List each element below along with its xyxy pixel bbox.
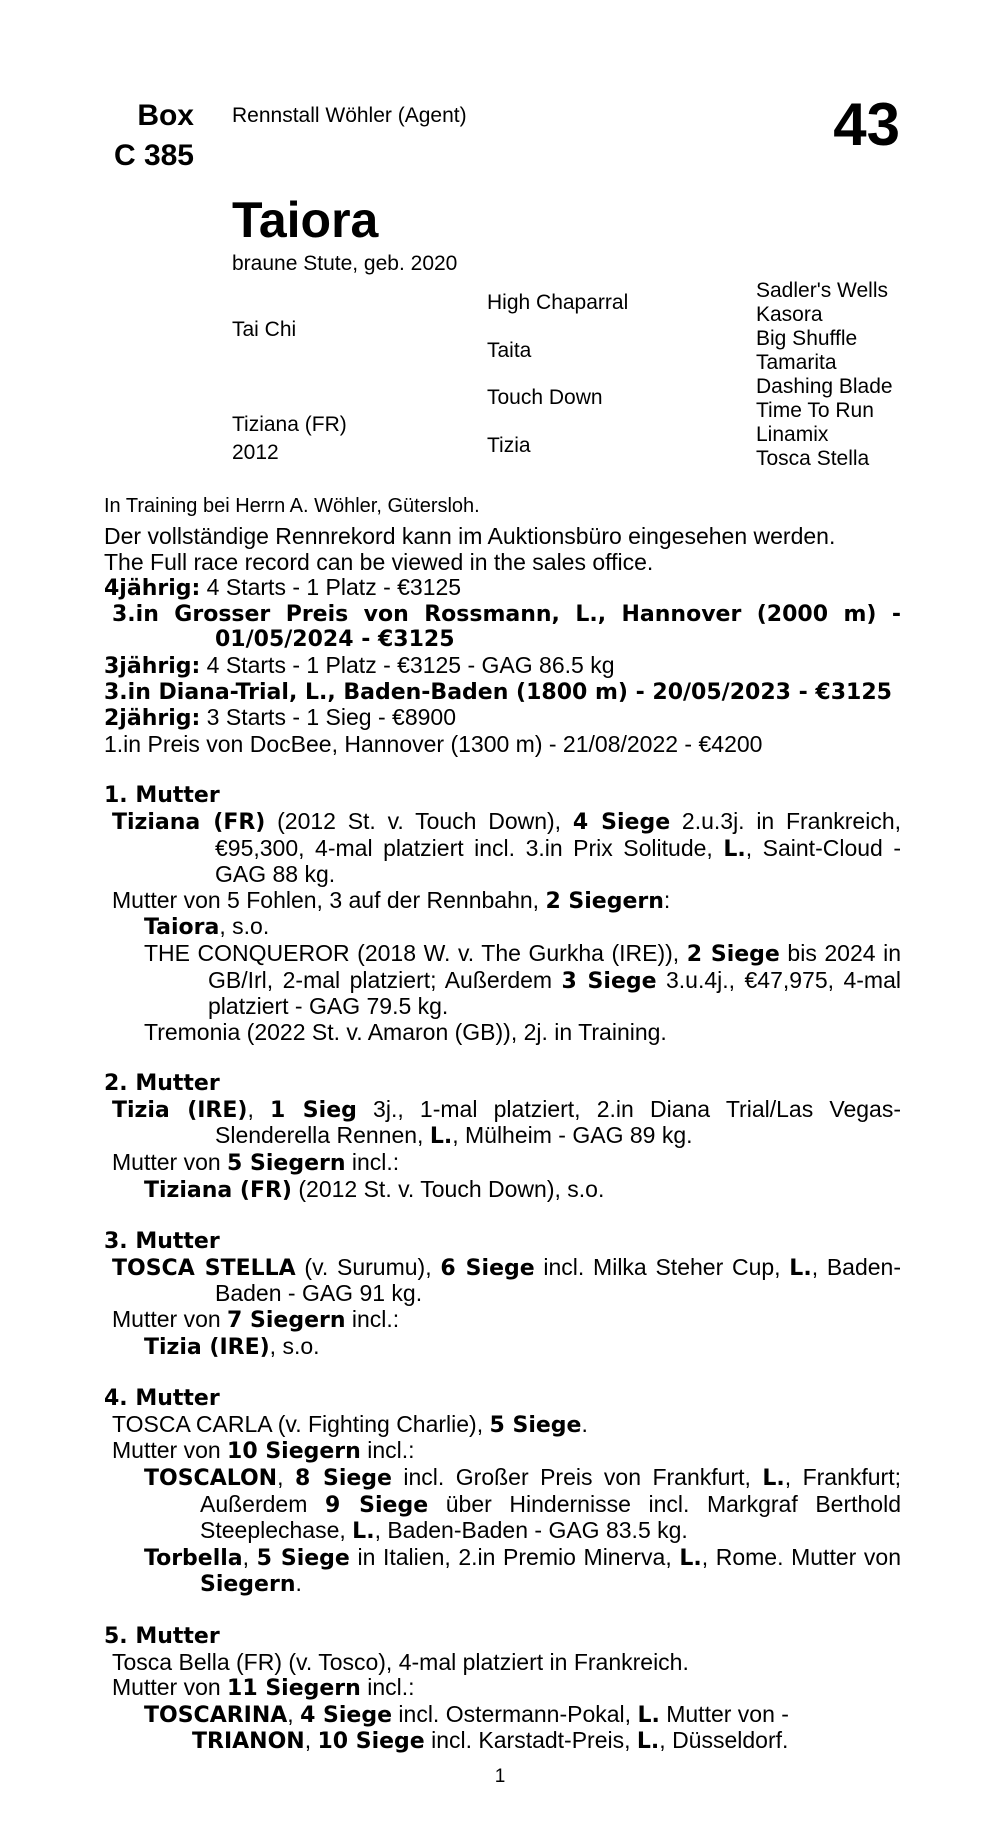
pedigree-great-grandparent: Kasora	[756, 303, 823, 326]
dam3-heading: 3. Mutter	[104, 1229, 220, 1255]
foal-text: , Frankfurt; Außerdem	[200, 1464, 901, 1517]
dam2-heading: 2. Mutter	[104, 1071, 220, 1097]
age2-record	[104, 705, 901, 732]
dam3-entry	[104, 1255, 901, 1307]
foal-name: TRIANON	[192, 1729, 305, 1755]
dam1-text: , Saint-Cloud - GAG 88 kg.	[215, 834, 902, 888]
foal-wins: 8 Siege	[294, 1466, 392, 1491]
dam3-produce-text: Mutter von	[112, 1306, 228, 1333]
dam4-entry	[104, 1412, 901, 1439]
pedigree-dam: Tiziana (FR)	[232, 413, 347, 436]
dam1-produce-text: Mutter von 5 Fohlen, 3 auf der Rennbahn,	[112, 886, 546, 913]
pedigree-great-grandparent: Tosca Stella	[756, 447, 870, 470]
age3-label: 3jährig:	[104, 653, 201, 679]
foal-winners: Siegern	[200, 1572, 296, 1598]
dam5-produce-text: incl.:	[360, 1674, 415, 1701]
foal-name: Torbella	[144, 1545, 243, 1571]
pedigree-dam-year: 2012	[232, 441, 279, 464]
age4-record	[104, 575, 901, 602]
age2-summary: 3 Starts - 1 Sieg - €8900	[200, 704, 456, 731]
dam5-produce-winners: 11 Siegern	[227, 1676, 361, 1702]
foal-text: bis 2024 in GB/Irl, 2-mal platziert; Außerdem	[208, 939, 902, 993]
age2-win: 1.in Preis von DocBee, Hannover (1300 m) - 21/08/2022 - €4200	[104, 730, 763, 757]
box-label: Box	[137, 99, 194, 132]
foal-text: incl. Karstadt-Preis,	[424, 1727, 637, 1754]
foal-wins: 10 Siege	[317, 1729, 425, 1755]
dam5-entry: Tosca Bella (FR) (v. Tosco), 4-mal platziert in Frankreich.	[112, 1648, 689, 1675]
dam1-produce-winners: 2 Siegern	[545, 888, 664, 914]
foal-text: über Hindernisse incl. Markgraf Berthold Steeplechase,	[200, 1490, 901, 1544]
age4-place: 3.in Grosser Preis von Rossmann, L., Hannover (2000 m) - 01/05/2024 - €3125	[112, 601, 901, 653]
dam5-foal-1	[104, 1702, 901, 1729]
foal-name: TOSCALON	[144, 1466, 278, 1491]
dam3-name: TOSCA STELLA	[112, 1255, 296, 1281]
dam4-produce-text: Mutter von	[112, 1437, 228, 1464]
dam4-produce	[104, 1438, 901, 1465]
dam1-text: 2.u.3j. in Frankreich, €95,300, 4-mal platziert incl. 3.in Prix Solitude,	[215, 807, 902, 861]
dam1-foal-2	[104, 941, 901, 1020]
race-record-note-en: The Full race record can be viewed in the sales office.	[104, 548, 654, 575]
foal-wins: 9 Siege	[324, 1492, 429, 1518]
dam4-text: TOSCA CARLA (v. Fighting Charlie),	[112, 1410, 490, 1437]
pedigree-sire-dam: Taita	[487, 339, 532, 362]
dam1-name: Tiziana (FR)	[112, 809, 266, 835]
foal-text: , Rome. Mutter von	[701, 1543, 901, 1570]
pedigree-great-grandparent: Time To Run	[756, 399, 874, 422]
pedigree-great-grandparent: Tamarita	[756, 351, 837, 374]
dam2-listed: L.	[429, 1124, 453, 1150]
foal-text: ,	[277, 1464, 295, 1490]
foal-text: , s.o.	[219, 913, 270, 940]
dam1-heading: 1. Mutter	[104, 783, 220, 809]
age2-label: 2jährig:	[104, 706, 201, 732]
foal-text: (2012 St. v. Touch Down), s.o.	[291, 1175, 605, 1202]
dam2-text: 3j., 1-mal platziert, 2.in Diana Trial/Las Vegas-Slenderella Rennen,	[215, 1095, 901, 1149]
foal-text: .	[295, 1570, 302, 1597]
foal-name: Tiziana (FR)	[144, 1177, 292, 1203]
foal-wins: 5 Siege	[256, 1545, 350, 1571]
dam4-foal-1	[104, 1465, 901, 1545]
foal-text: (2018 W. v. The Gurkha (IRE)),	[349, 939, 687, 966]
dam3-produce	[104, 1307, 901, 1334]
foal-name: Tizia (IRE)	[144, 1334, 270, 1360]
dam2-produce-text: Mutter von	[112, 1149, 228, 1176]
dam5-grandfoal-1	[104, 1728, 901, 1755]
foal-name: TOSCARINA	[144, 1702, 288, 1728]
foal-wins: 2 Siege	[686, 941, 780, 967]
dam2-produce-winners: 5 Siegern	[227, 1151, 346, 1177]
foal-text: , Baden-Baden - GAG 83.5 kg.	[374, 1517, 688, 1544]
dam1-produce-text: :	[663, 886, 671, 913]
foal-name: Taiora	[144, 915, 220, 941]
dam3-wins: 6 Siege	[440, 1255, 535, 1281]
pedigree-great-grandparent: Big Shuffle	[756, 327, 858, 350]
age3-record	[104, 653, 901, 680]
dam1-listed: L.	[723, 836, 746, 862]
foal-listed: L.	[679, 1545, 702, 1571]
dam2-wins: 1 Sieg	[270, 1097, 357, 1123]
foal-text: in Italien, 2.in Premio Minerva,	[349, 1543, 680, 1570]
dam3-text: incl. Milka Steher Cup,	[534, 1253, 790, 1280]
foal-name: THE CONQUEROR	[144, 939, 350, 966]
foal-text: , Düsseldorf.	[659, 1727, 789, 1754]
dam3-text: (v. Surumu),	[295, 1253, 441, 1280]
foal-listed: L.	[352, 1519, 375, 1545]
dam3-produce-text: incl.:	[345, 1306, 400, 1333]
pedigree-great-grandparent: Sadler's Wells	[756, 279, 888, 302]
foal-wins: 4 Siege	[300, 1702, 393, 1728]
foal-text: incl. Ostermann-Pokal,	[392, 1700, 638, 1727]
dam1-produce	[104, 888, 901, 915]
dam2-text: , Mülheim - GAG 89 kg.	[452, 1122, 693, 1149]
age4-summary: 4 Starts - 1 Platz - €3125	[200, 574, 462, 601]
age3-place: 3.in Diana-Trial, L., Baden-Baden (1800 m) - 20/05/2023 - €3125	[104, 679, 892, 705]
consignor: Rennstall Wöhler (Agent)	[232, 104, 467, 127]
pedigree-great-grandparent: Dashing Blade	[756, 375, 893, 398]
race-record-note-de: Der vollständige Rennrekord kann im Auktionsbüro eingesehen werden.	[104, 523, 836, 549]
dam2-produce-text: incl.:	[345, 1149, 400, 1176]
page-number: 1	[494, 1766, 506, 1787]
dam1-entry	[104, 809, 901, 888]
dam3-listed: L.	[789, 1255, 812, 1281]
dam2-foal-1	[104, 1177, 901, 1204]
pedigree-dam-dam: Tizia	[487, 434, 531, 457]
foal-text: , s.o.	[269, 1332, 320, 1359]
foal-text: incl. Großer Preis von Frankfurt,	[391, 1464, 763, 1490]
dam2-produce	[104, 1150, 901, 1177]
box-number: C 385	[113, 139, 194, 172]
training-note: In Training bei Herrn A. Wöhler, Gütersloh.	[104, 495, 480, 517]
age3-summary: 4 Starts - 1 Platz - €3125 - GAG 86.5 kg	[200, 651, 615, 678]
dam1-text: (2012 St. v. Touch Down),	[265, 807, 573, 834]
dam1-foal-3: Tremonia (2022 St. v. Amaron (GB)), 2j. in Training.	[144, 1018, 667, 1045]
dam3-produce-winners: 7 Siegern	[227, 1308, 346, 1334]
horse-name: Taiora	[232, 192, 379, 248]
age4-label: 4jährig:	[104, 576, 201, 602]
dam1-wins: 4 Siege	[572, 809, 671, 835]
dam3-text: , Baden-Baden - GAG 91 kg.	[215, 1253, 901, 1307]
dam4-text: .	[581, 1410, 588, 1437]
dam1-foal-1	[104, 914, 901, 941]
foal-text: Mutter von -	[659, 1700, 789, 1727]
dam5-heading: 5. Mutter	[104, 1623, 220, 1649]
dam4-heading: 4. Mutter	[104, 1386, 220, 1412]
dam5-produce	[104, 1675, 901, 1702]
dam4-produce-winners: 10 Siegern	[227, 1439, 361, 1465]
dam3-foal-1	[104, 1334, 901, 1361]
foal-text: 3.u.4j., €47,975, 4-mal platziert - GAG 79.5 kg.	[208, 966, 901, 1020]
horse-description: braune Stute, geb. 2020	[232, 252, 458, 275]
dam4-wins: 5 Siege	[489, 1412, 582, 1438]
dam5-produce-text: Mutter von	[112, 1674, 228, 1701]
foal-listed: L.	[762, 1466, 785, 1491]
foal-text: ,	[242, 1543, 257, 1570]
lot-number: 43	[833, 91, 900, 158]
foal-text: ,	[304, 1727, 318, 1754]
pedigree-great-grandparent: Linamix	[756, 423, 829, 446]
dam2-entry	[104, 1097, 901, 1150]
pedigree-sire: Tai Chi	[232, 318, 297, 341]
foal-listed: L.	[637, 1702, 660, 1728]
foal-wins: 3 Siege	[561, 968, 657, 994]
dam2-name: Tizia (IRE)	[112, 1097, 248, 1123]
dam4-foal-2	[104, 1545, 901, 1598]
dam4-produce-text: incl.:	[360, 1437, 415, 1464]
catalogue-body	[104, 524, 901, 1755]
pedigree-dam-sire: Touch Down	[487, 386, 603, 409]
dam2-text: ,	[247, 1095, 271, 1122]
foal-listed: L.	[636, 1729, 660, 1755]
foal-text: ,	[287, 1700, 301, 1727]
pedigree-sire-sire: High Chaparral	[487, 291, 629, 314]
